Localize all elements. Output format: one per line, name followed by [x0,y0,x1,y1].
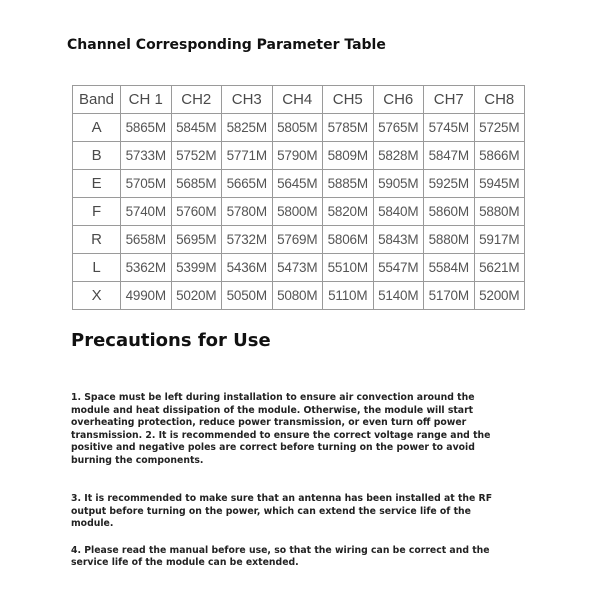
frequency-cell: 5170M [424,282,475,310]
table-row-band-b [73,142,525,170]
table-row-band-e [73,170,525,198]
frequency-cell: 5843M [373,226,424,254]
precautions-notes [71,392,511,570]
frequency-cell: 5510M [323,254,374,282]
column-header-band: Band [73,86,121,114]
frequency-cell: 5050M [222,282,273,310]
frequency-cell: 5473M [272,254,323,282]
band-label: B [73,142,121,170]
frequency-cell: 5745M [424,114,475,142]
frequency-cell: 5547M [373,254,424,282]
frequency-cell: 5140M [373,282,424,310]
frequency-cell: 5945M [474,170,525,198]
frequency-cell: 5866M [474,142,525,170]
frequency-cell: 5771M [222,142,273,170]
frequency-cell: 5880M [474,198,525,226]
frequency-cell: 5621M [474,254,525,282]
band-label: E [73,170,121,198]
column-header-ch3: CH3 [222,86,273,114]
frequency-cell: 5200M [474,282,525,310]
frequency-cell: 5785M [323,114,374,142]
table-title: Channel Corresponding Parameter Table [67,37,386,53]
precautions-title: Precautions for Use [71,330,271,351]
frequency-cell: 5645M [272,170,323,198]
frequency-cell: 5399M [171,254,222,282]
frequency-cell: 5362M [121,254,172,282]
column-header-ch5: CH5 [323,86,374,114]
frequency-cell: 5110M [323,282,374,310]
frequency-cell: 5865M [121,114,172,142]
frequency-cell: 5790M [272,142,323,170]
column-header-ch7: CH7 [424,86,475,114]
frequency-cell: 5800M [272,198,323,226]
frequency-cell: 5840M [373,198,424,226]
frequency-cell: 5584M [424,254,475,282]
column-header-ch6: CH6 [373,86,424,114]
frequency-cell: 5695M [171,226,222,254]
column-header-ch4: CH4 [272,86,323,114]
frequency-cell: 5905M [373,170,424,198]
band-label: F [73,198,121,226]
precaution-note-1-2: 1. Space must be left during installation to ensure air convection around the module and heat dissipation of the module. Otherwise, the module will start overheating protection, reduce power transmission, or even turn off power transmission. 2. It is recommended to ensure the correct voltage range and the positive and negative poles are correct before turning on the power to avoid burning the components. [71,392,491,466]
frequency-cell: 5080M [272,282,323,310]
column-header-ch2: CH2 [171,86,222,114]
band-label: R [73,226,121,254]
band-label: X [73,282,121,310]
frequency-cell: 5760M [171,198,222,226]
frequency-cell: 5847M [424,142,475,170]
frequency-cell: 5805M [272,114,323,142]
frequency-cell: 5732M [222,226,273,254]
table-row-band-l [73,254,525,282]
frequency-cell: 5705M [121,170,172,198]
band-label: A [73,114,121,142]
channel-parameter-table [72,85,525,310]
frequency-cell: 5880M [424,226,475,254]
frequency-cell: 5925M [424,170,475,198]
precaution-note-3: 3. It is recommended to make sure that an antenna has been installed at the RF output before turning on the power, which can extend the service life of the module. [71,493,493,529]
frequency-cell: 5885M [323,170,374,198]
frequency-cell: 5436M [222,254,273,282]
frequency-cell: 4990M [121,282,172,310]
frequency-cell: 5665M [222,170,273,198]
frequency-cell: 5806M [323,226,374,254]
frequency-cell: 5740M [121,198,172,226]
table-row-band-a [73,114,525,142]
frequency-cell: 5917M [474,226,525,254]
frequency-cell: 5845M [171,114,222,142]
frequency-cell: 5809M [323,142,374,170]
frequency-cell: 5860M [424,198,475,226]
table-row-band-x [73,282,525,310]
column-header-ch1: CH 1 [121,86,172,114]
frequency-cell: 5725M [474,114,525,142]
frequency-cell: 5765M [373,114,424,142]
frequency-cell: 5780M [222,198,273,226]
frequency-cell: 5825M [222,114,273,142]
frequency-cell: 5820M [323,198,374,226]
table-header-row [73,86,525,114]
table-row-band-r [73,226,525,254]
frequency-cell: 5752M [171,142,222,170]
frequency-cell: 5020M [171,282,222,310]
table-row-band-f [73,198,525,226]
frequency-cell: 5828M [373,142,424,170]
frequency-cell: 5769M [272,226,323,254]
frequency-cell: 5685M [171,170,222,198]
precaution-note-4: 4. Please read the manual before use, so that the wiring can be correct and the service life of the module can be extended. [71,544,490,568]
column-header-ch8: CH8 [474,86,525,114]
band-label: L [73,254,121,282]
frequency-cell: 5733M [121,142,172,170]
frequency-cell: 5658M [121,226,172,254]
